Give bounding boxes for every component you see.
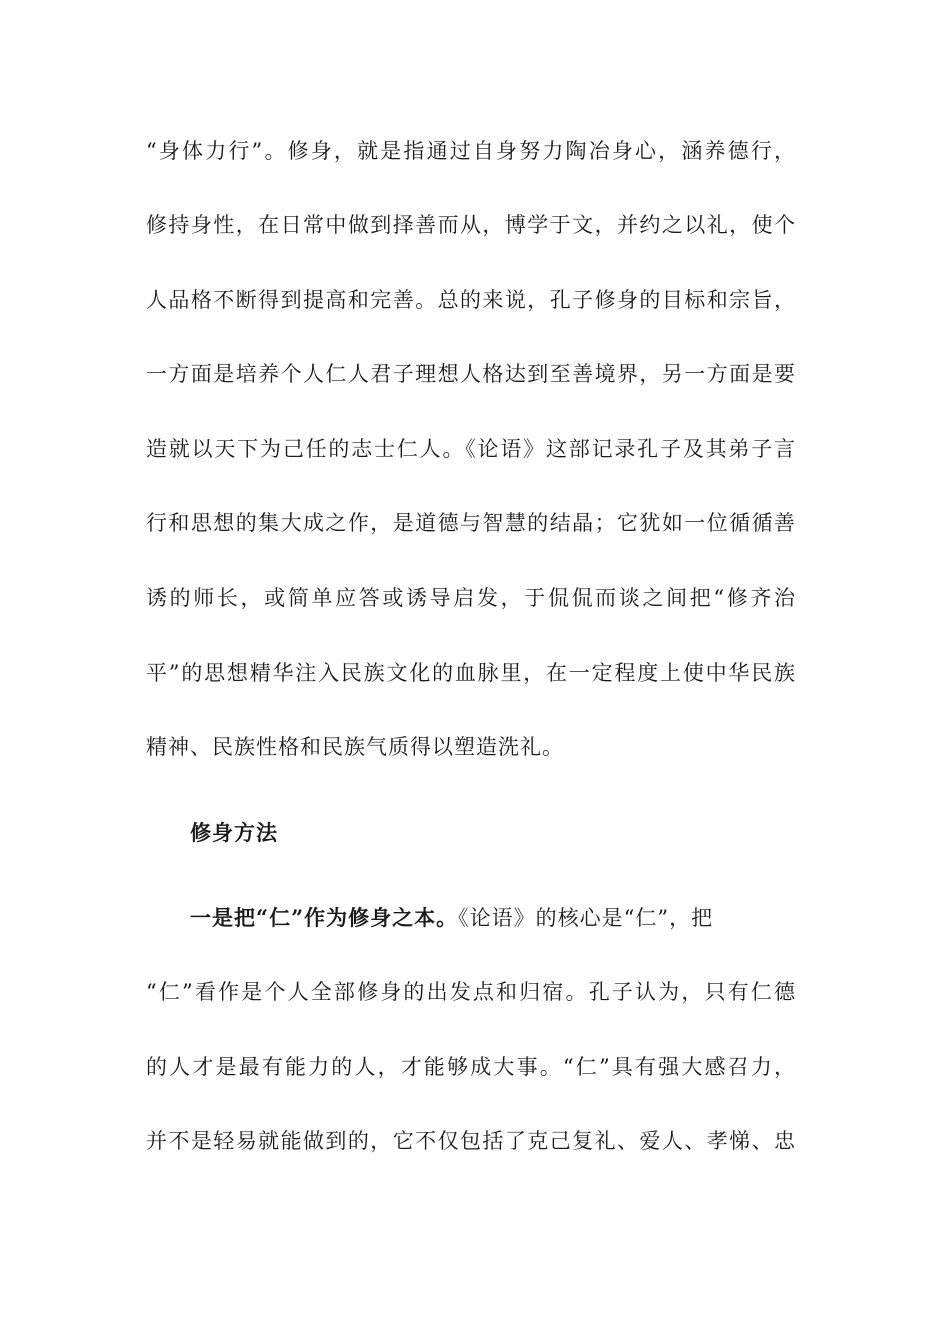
paragraph-line: 平”的思想精华注入民族文化的血脉里，在一定程度上使中华民族: [146, 661, 796, 685]
paragraph-first-line: [190, 898, 770, 938]
section-heading: 修身方法: [190, 820, 278, 845]
paragraph-line: “仁”看作是个人全部修身的出发点和归宿。孔子认为，只有仁德: [146, 980, 796, 1004]
paragraph-line: 的人才是最有能力的人，才能够成大事。“仁”具有强大感召力，: [146, 1055, 796, 1079]
paragraph-line: “身体力行”。修身，就是指通过自身努力陶冶身心，涵养德行，: [146, 139, 796, 163]
paragraph-line: 一方面是培养个人仁人君子理想人格达到至善境界，另一方面是要: [146, 362, 796, 386]
paragraph-line: 造就以天下为己任的志士仁人。《论语》这部记录孔子及其弟子言: [146, 437, 796, 461]
paragraph-line: 并不是轻易就能做到的，它不仅包括了克己复礼、爱人、孝悌、忠: [146, 1129, 796, 1153]
paragraph-first-line-rest: 《论语》的核心是“仁”，把: [458, 906, 714, 930]
paragraph-line: 修持身性，在日常中做到择善而从，博学于文，并约之以礼，使个: [146, 213, 796, 237]
paragraph-lead: 一是把“仁”作为修身之本。: [190, 905, 459, 930]
paragraph-line: 行和思想的集大成之作，是道德与智慧的结晶；它犹如一位循循善: [146, 511, 796, 535]
paragraph-line: 诱的师长，或简单应答或诱导启发，于侃侃而谈之间把“修齐治: [146, 586, 796, 610]
paragraph-line: 精神、民族性格和民族气质得以塑造洗礼。: [146, 735, 564, 759]
paragraph-line: 人品格不断得到提高和完善。总的来说，孔子修身的目标和宗旨，: [146, 288, 796, 312]
